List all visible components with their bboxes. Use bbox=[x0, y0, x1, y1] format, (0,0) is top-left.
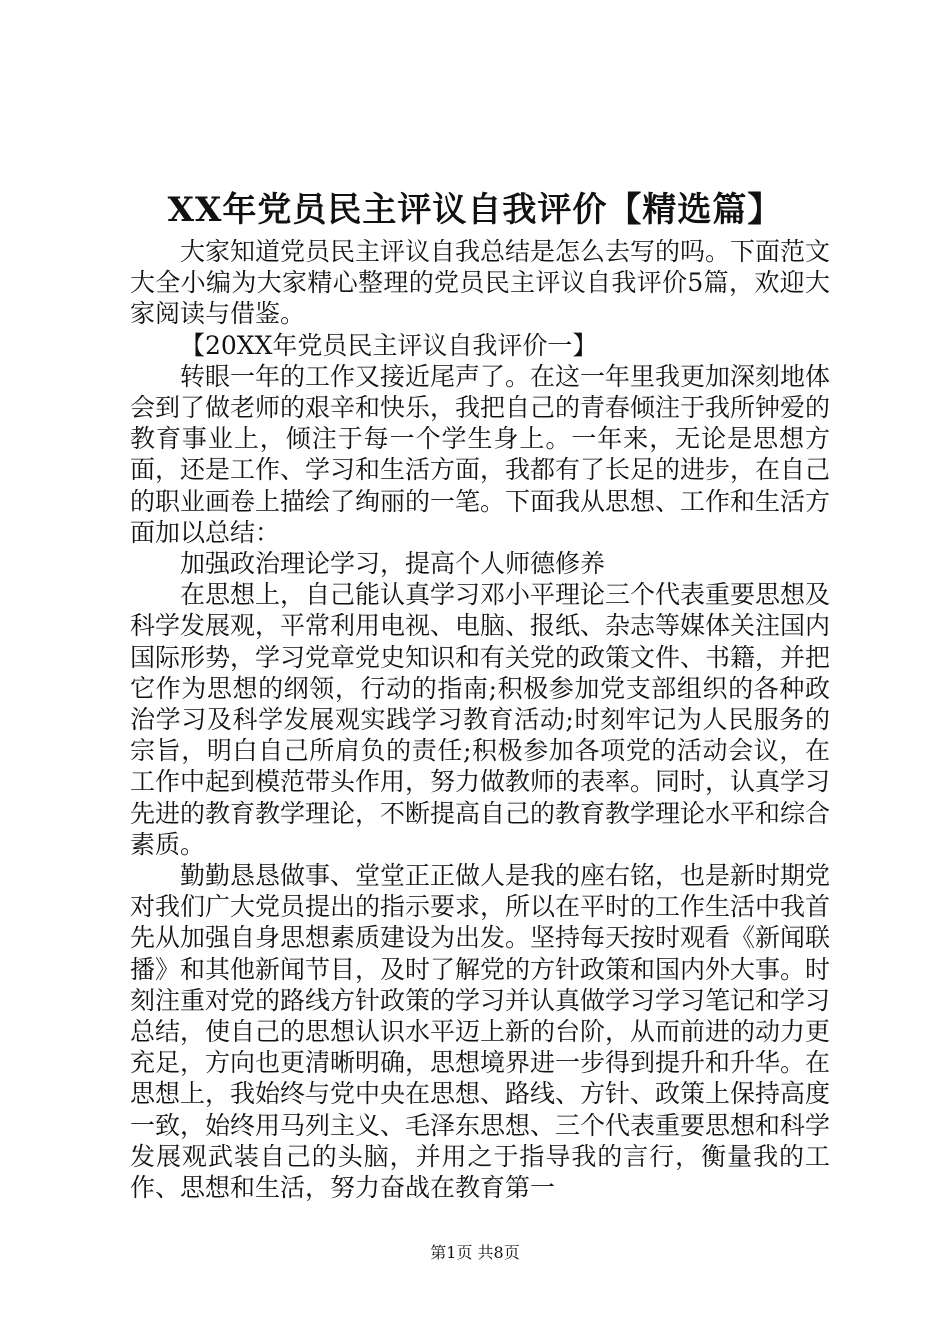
document-body bbox=[130, 236, 830, 1203]
subsection-heading: 加强政治理论学习，提高个人师德修养 bbox=[180, 549, 606, 579]
body-paragraph: 在思想上，自己能认真学习邓小平理论三个代表重要思想及科学发展观，平常利用电视、电脑、报纸、杂志等媒体关注国内国际形势，学习党章党史知识和有关党的政策文件、书籍，并把它作为思想的纲领，行动的指南;积极参加党支部组织的各种政治学习及科学发展观实践学习教育活动;时刻牢记为人民服务的宗旨，明白自己所肩负的责任;积极参加各项党的活动会议，在工作中起到模范带头作用，努力做教师的表率。同时，认真学习先进的教育教学理论，不断提高自己的教育教学理论水平和综合素质。 bbox=[130, 580, 831, 859]
body-paragraph: 转眼一年的工作又接近尾声了。在这一年里我更加深刻地体会到了做老师的艰辛和快乐，我把自己的青春倾注于我所钟爱的教育事业上，倾注于每一个学生身上。一年来，无论是思想方面，还是工作、学习和生活方面，我都有了长足的进步，在自己的职业画卷上描绘了绚丽的一笔。下面我从思想、工作和生活方面加以总结： bbox=[130, 361, 831, 547]
document-title: XX年党员民主评议自我评价【精选篇】 bbox=[167, 190, 783, 230]
page-footer: 第1页 共8页 bbox=[430, 1243, 520, 1262]
body-paragraph: 勤勤恳恳做事、堂堂正正做人是我的座右铭，也是新时期党对我们广大党员提出的指示要求，所以在平时的工作生活中我首先从加强自身思想素质建设为出发。坚持每天按时观看《新闻联播》和其他新闻节目，及时了解党的方针政策和国内外大事。时刻注重对党的路线方针政策的学习并认真做学习学习笔记和学习总结，使自己的思想认识水平迈上新的台阶，从而前进的动力更充足，方向也更清晰明确，思想境界进一步得到提升和升华。在思想上，我始终与党中央在思想、路线、方针、政策上保持高度一致，始终用马列主义、毛泽东思想、三个代表重要思想和科学发展观武装自己的头脑，并用之于指导我的言行，衡量我的工作、思想和生活，努力奋战在教育第一 bbox=[130, 861, 831, 1203]
section-heading: 【20XX年党员民主评议自我评价一】 bbox=[180, 330, 598, 360]
intro-paragraph: 大家知道党员民主评议自我总结是怎么去写的吗。下面范文大全小编为大家精心整理的党员民主评议自我评价5篇，欢迎大家阅读与借鉴。 bbox=[130, 237, 831, 329]
